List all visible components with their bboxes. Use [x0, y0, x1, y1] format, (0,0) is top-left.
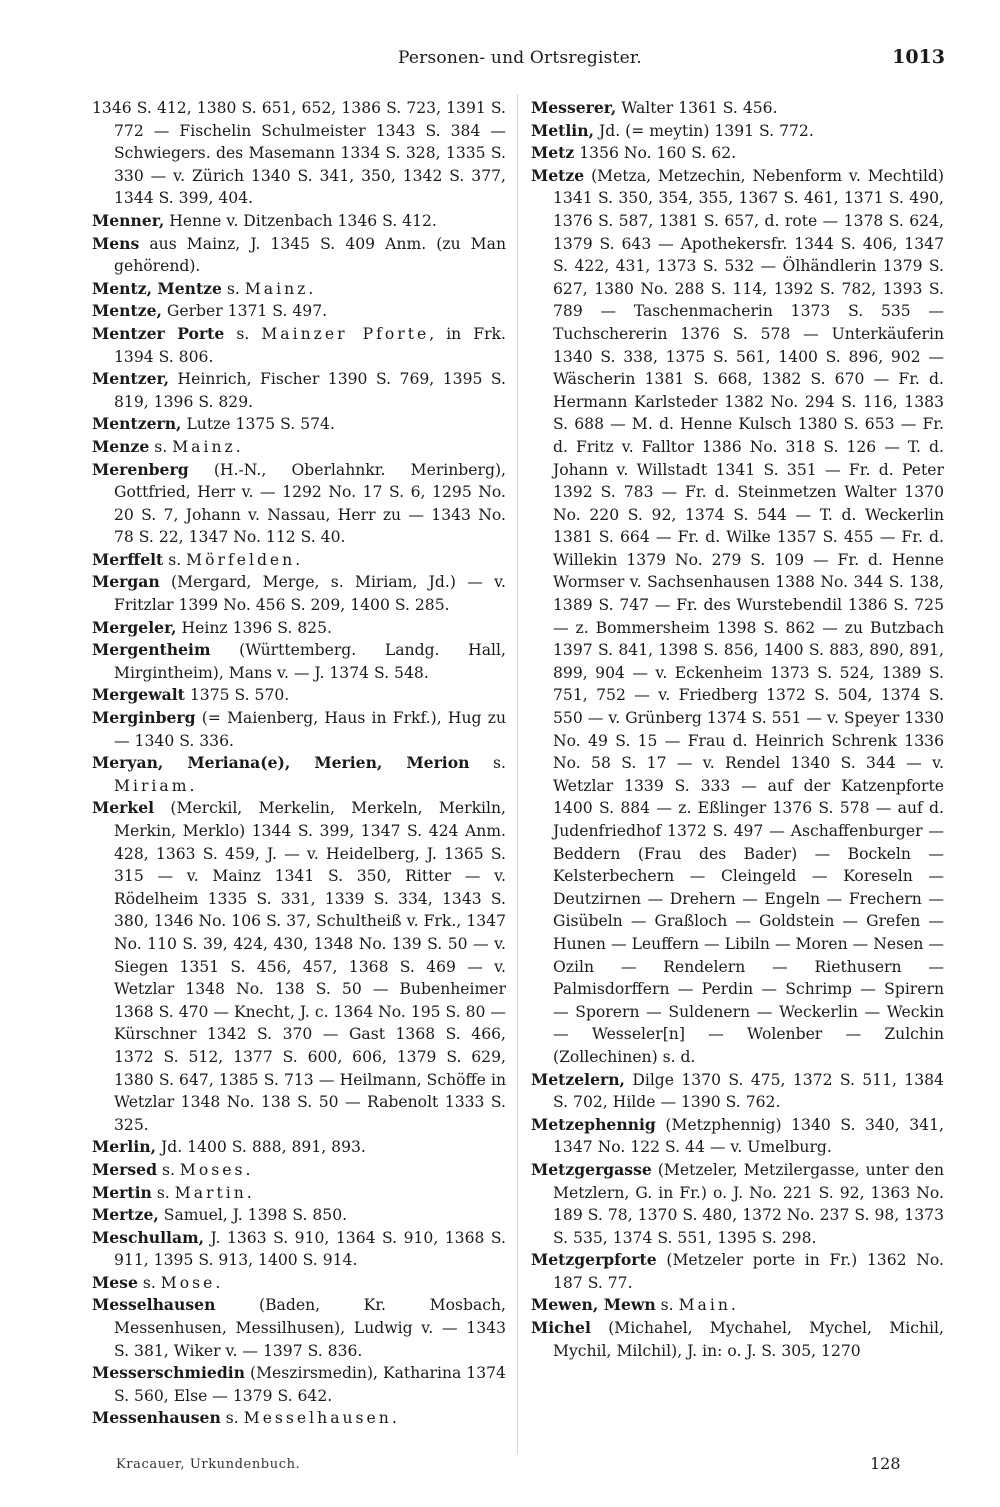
index-entry — [92, 752, 506, 797]
entry-headword: Mergentheim — [92, 640, 211, 660]
entry-text: (Mergard, Merge, s. Miriam, Jd.) — v. Fritzlar 1399 No. 456 S. 209, 1400 S. 285. — [114, 573, 506, 615]
entry-headword: Mens — [92, 233, 140, 253]
entry-headword: Messerer, — [531, 98, 617, 117]
entry-text: (H.-N., Oberlahnkr. Merinberg), Gottfried, Herr v. — 1292 No. 17 S. 6, 1295 No. 20 S. 7, Johann v. Nassau, Herr zu — 1343 No. 78 S. 22, 1347 No. 112 S. 40. — [114, 460, 506, 547]
entry-headword: Metze — [531, 165, 585, 185]
entry-tail: . — [246, 1183, 252, 1202]
index-entry — [92, 617, 506, 640]
entry-cross-reference: Miriam — [114, 776, 190, 795]
entry-headword: Metzelern, — [531, 1069, 625, 1089]
entry-text: aus Mainz, J. 1345 S. 409 Anm. (zu Man gehörend). — [114, 234, 506, 276]
entry-text: (Metza, Metzechin, Nebenform v. Mechtild) 1341 S. 350, 354, 355, 1367 S. 461, 1371 S. 490, 1376 S. 587, 1381 S. 657, d. rote — 1378 S. 624, 1379 S. 643 — Apothekersfr. 1344 S. 406, 1347 S. 422, 431, 1373 S. 532 — Ölhändlerin 1379 S. 627, 1380 No. 288 S. 114, 1392 S. 782, 1393 S. 789 — Taschenmacherin 1373 S. 535 — Tuchschererin 1376 S. 578 — Unterkäuferin 1340 S. 338, 1375 S. 561, 1400 S. 896, 902 — Wäscherin 1381 S. 668, 1382 S. 670 — Fr. d. Hermann Karlsteder 1382 No. 294 S. 116, 1383 S. 688 — M. d. Henne Kulsch 1380 S. 653 — Fr. d. Fritz v. Falltor 1386 No. 318 S. 126 — T. d. Johann v. Willstadt 1341 S. 351 — Fr. d. Peter 1392 S. 783 — Fr. d. Steinmetzen Walter 1370 No. 220 S. 92, 1374 S. 544 — T. d. Weckerlin 1381 S. 664 — Fr. d. Wilke 1357 S. 455 — Fr. d. Willekin 1379 No. 279 S. 109 — Fr. d. Henne Wormser v. Sachsenhausen 1388 No. 344 S. 138, 1389 S. 747 — Fr. des Wurstebendil 1386 S. 725 — z. Bommersheim 1398 S. 862 — zu Butzbach 1397 S. 841, 1398 S. 856, 1400 S. 883, 890, 891, 899, 904 — v. Eckenheim 1373 S. 524, 1389 S. 751, 752 — v. Friedberg 1372 S. 504, 1374 S. 550 — v. Grünberg 1374 S. 551 — v. Speyer 1330 No. 49 S. 15 — Frau d. Heinrich Schrenk 1336 No. 58 S. 17 — v. Rendel 1340 S. 344 — v. Wetzlar 1339 S. 333 — auf der Katzenpforte 1400 S. 884 — z. Eßlinger 1376 S. 578 — auf d. Judenfriedhof 1372 S. 497 — Aschaffenburger — Beddern (Frau des Bader) — Bockeln — Kelsterbechern — Cleingeld — Koreseln — Deutzirnen — Drehern — Engeln — Frechern — Gisübeln — Graßloch — Goldstein — Grefen — Hunen — Leuffern — Libiln — Moren — Nesen — Oziln — Rendelern — Riethusern — Palmisdorffern — Perdin — Schrimp — Spirern — Sporern — Suldenern — Weckerlin — Weckin — Wesseler[n] — Wolenber — Zulchin (Zollechinen) s. d. — [553, 166, 944, 1066]
right-column — [531, 97, 944, 1362]
index-entry — [92, 1407, 506, 1430]
entry-headword: Merenberg — [92, 459, 189, 479]
index-entry — [92, 210, 506, 233]
entry-headword: Mersed — [92, 1159, 158, 1179]
index-entry — [92, 459, 506, 549]
entry-text: s. — [161, 1160, 175, 1179]
index-entry — [92, 1182, 506, 1205]
entry-tail: . — [308, 279, 314, 298]
entry-tail: . — [730, 1296, 736, 1315]
entry-text: s. — [142, 1273, 156, 1292]
index-entry — [92, 707, 506, 752]
index-entry — [92, 233, 506, 278]
entry-headword: Mergewalt — [92, 685, 185, 705]
entry-text: s. — [493, 754, 506, 773]
entry-text: s. — [154, 437, 168, 456]
entry-text: Walter 1361 S. 456. — [621, 99, 778, 117]
entry-headword: Menze — [92, 436, 150, 456]
entry-headword: Menner, — [92, 210, 165, 230]
entry-headword: Michel — [531, 1318, 591, 1338]
entry-text: s. — [225, 1409, 239, 1428]
index-entry — [92, 684, 506, 707]
index-entry — [531, 142, 944, 165]
entry-text: s. — [236, 324, 250, 343]
entry-headword: Merkel — [92, 798, 155, 818]
entry-headword: Metlin, — [531, 120, 594, 140]
entry-headword: Mewen, Mewn — [531, 1295, 656, 1315]
index-entry — [531, 165, 944, 1069]
entry-headword: Meryan, Meriana(e), Merien, Merion — [92, 753, 470, 773]
entry-text: s. — [226, 279, 240, 298]
index-entry — [92, 1362, 506, 1407]
entry-tail: . — [189, 776, 195, 795]
entry-text: s. — [168, 550, 182, 569]
entry-headword: Metzgergasse — [531, 1159, 652, 1179]
entry-headword: Merlin, — [92, 1137, 157, 1157]
entry-text: (Metzphennig) 1340 S. 340, 341, 1347 No. 122 S. 44 — v. Umelburg. — [553, 1115, 944, 1157]
entry-headword: Mergeler, — [92, 617, 177, 637]
entry-text: Jd. 1400 S. 888, 891, 893. — [160, 1138, 366, 1157]
entry-text: 1346 S. 412, 1380 S. 651, 652, 1386 S. 723, 1391 S. 772 — Fischelin Schulmeister 1343 S. 384 — Schwiegers. des Masemann 1334 S. 328, 1335 S. 330 — v. Zürich 1340 S. 341, 350, 1342 S. 377, 1344 S. 399, 404. — [92, 99, 506, 208]
entry-text: (= Maienberg, Haus in Frkf.), Hug zu — 1340 S. 336. — [114, 709, 506, 750]
footer-book-title: Kracauer, Urkundenbuch. — [116, 1457, 301, 1472]
entry-text: 1375 S. 570. — [189, 686, 290, 705]
entry-cross-reference: Mainz — [244, 279, 309, 298]
entry-text: Jd. (= meytin) 1391 S. 772. — [598, 121, 814, 140]
column-divider — [517, 94, 518, 1454]
entry-headword: Mentzer, — [92, 369, 170, 389]
entry-text: Dilge 1370 S. 475, 1372 S. 511, 1384 S. 702, Hilde — 1390 S. 762. — [553, 1070, 944, 1112]
entry-headword: Meschullam, — [92, 1227, 205, 1247]
entry-headword: Mertin — [92, 1182, 152, 1202]
entry-text: Gerber 1371 S. 497. — [166, 302, 328, 321]
index-entry — [92, 278, 506, 301]
entry-text: s. — [660, 1296, 674, 1315]
entry-text: (Württemberg. Landg. Hall, Mirgintheim), Mans v. — J. 1374 S. 548. — [114, 641, 506, 682]
entry-headword: Messenhausen — [92, 1408, 221, 1428]
entry-headword: Mentz, Mentze — [92, 278, 222, 298]
index-entry — [531, 97, 944, 120]
index-entry — [92, 1159, 506, 1182]
entry-headword: Mentzer Porte — [92, 323, 225, 343]
entry-headword: Mergan — [92, 572, 160, 592]
index-entry — [92, 1272, 506, 1295]
entry-headword: Mentze, — [92, 301, 162, 321]
index-entry — [531, 1114, 944, 1159]
index-entry — [92, 1294, 506, 1362]
entry-text: Heinz 1396 S. 825. — [181, 618, 332, 637]
page-number: 1013 — [892, 46, 945, 68]
entry-text: s. — [156, 1183, 170, 1202]
index-entry — [531, 1159, 944, 1249]
entry-cross-reference: Martin — [174, 1183, 247, 1202]
index-entry — [92, 1227, 506, 1272]
index-entry — [92, 571, 506, 616]
entry-text: 1356 No. 160 S. 62. — [579, 144, 737, 163]
page-header — [0, 48, 1000, 78]
index-entry — [531, 1249, 944, 1294]
entry-headword: Metzephennig — [531, 1114, 656, 1134]
entry-text: (Metzeler porte in Fr.) 1362 No. 187 S. 77. — [553, 1251, 944, 1292]
entry-headword: Mese — [92, 1272, 138, 1292]
entry-headword: Merginberg — [92, 708, 196, 728]
entry-headword: Metzgerpforte — [531, 1250, 657, 1270]
index-entry — [92, 436, 506, 459]
entry-cross-reference: Mainz — [172, 437, 236, 456]
footer-signature: 128 — [870, 1454, 901, 1473]
entry-cross-reference: Mose — [160, 1273, 216, 1292]
entry-text: (Merckil, Merkelin, Merkeln, Merkiln, Merkin, Merklo) 1344 S. 399, 1347 S. 424 Anm. 428, 1363 S. 459, J. — v. Heidelberg, J. 1365 S. 315 — v. Mainz 1341 S. 350, Ritter — v. Rödelheim 1335 S. 331, 1339 S. 334, 1343 S. 380, 1346 No. 106 S. 37, Schultheiß v. Frk., 1347 No. 110 S. 39, 424, 430, 1348 No. 139 S. 50 — v. Siegen 1351 S. 456, 457, 1368 S. 469 — v. Wetzlar 1348 No. 138 S. 50 — Bubenheimer 1368 S. 470 — Knecht, J. c. 1364 No. 195 S. 80 — Kürschner 1342 S. 370 — Gast 1368 S. 466, 1372 S. 512, 1377 S. 600, 606, 1379 S. 629, 1380 S. 647, 1385 S. 713 — Heilmann, Schöffe in Wetzlar 1348 No. 138 S. 50 — Rabenolt 1333 S. 325. — [114, 799, 506, 1134]
entry-text: Heinrich, Fischer 1390 S. 769, 1395 S. 819, 1396 S. 829. — [114, 370, 506, 411]
entry-tail: . — [215, 1273, 221, 1292]
index-entry — [531, 1294, 944, 1317]
index-entry — [92, 549, 506, 572]
index-entry — [92, 639, 506, 684]
entry-headword: Messelhausen — [92, 1295, 216, 1315]
index-entry — [531, 1317, 944, 1362]
entry-text: (Metzeler, Metzilergasse, unter den Metzlern, G. in Fr.) o. J. No. 221 S. 92, 1363 No. 189 S. 78, 1370 S. 480, 1372 No. 237 S. 98, 1373 S. 535, 1374 S. 551, 1395 S. 298. — [553, 1160, 944, 1247]
entry-cross-reference: Moses — [179, 1160, 246, 1179]
entry-cross-reference: Messelhausen — [243, 1409, 392, 1428]
entry-headword: Mentzern, — [92, 414, 182, 434]
entry-text: Samuel, J. 1398 S. 850. — [163, 1206, 348, 1225]
index-entry — [92, 323, 506, 368]
entry-tail: . — [235, 437, 241, 456]
index-entry — [92, 300, 506, 323]
index-entry — [92, 368, 506, 413]
entry-cross-reference: Main — [678, 1296, 731, 1315]
entry-headword: Messerschmiedin — [92, 1363, 245, 1383]
index-entry — [92, 413, 506, 436]
index-entry — [92, 797, 506, 1136]
index-entry — [92, 1136, 506, 1159]
index-entry — [92, 1204, 506, 1227]
entry-text: (Michahel, Mychahel, Mychel, Michil, Mychil, Milchil), J. in: o. J. S. 305, 1270 — [553, 1319, 944, 1360]
entry-headword: Merffelt — [92, 549, 164, 569]
running-title: Personen- und Ortsregister. — [398, 48, 642, 68]
entry-tail: . — [245, 1160, 251, 1179]
entry-text: Lutze 1375 S. 574. — [186, 415, 335, 434]
index-entry — [531, 1069, 944, 1114]
entry-headword: Metz — [531, 143, 575, 163]
entry-tail: . — [295, 550, 301, 569]
entry-cross-reference: Mörfelden — [186, 550, 296, 569]
entry-text: (Baden, Kr. Mosbach, Messenhusen, Messilhusen), Ludwig v. — 1343 S. 381, Wiker v. — 1397 S. 836. — [114, 1296, 506, 1360]
left-column — [92, 97, 506, 1430]
entry-headword: Mertze, — [92, 1205, 159, 1225]
entry-cross-reference: Mainzer Pforte — [261, 324, 430, 343]
entry-text: J. 1363 S. 910, 1364 S. 910, 1368 S. 911, 1395 S. 913, 1400 S. 914. — [114, 1228, 506, 1270]
index-entry — [92, 97, 506, 210]
index-entry — [531, 120, 944, 143]
entry-tail: . — [391, 1409, 397, 1428]
entry-text: Henne v. Ditzenbach 1346 S. 412. — [169, 211, 437, 230]
entry-text: (Meszirsmedin), Katharina 1374 S. 560, Else — 1379 S. 642. — [114, 1364, 506, 1405]
entry-tail: , in Frk. 1394 S. 806. — [114, 324, 506, 366]
